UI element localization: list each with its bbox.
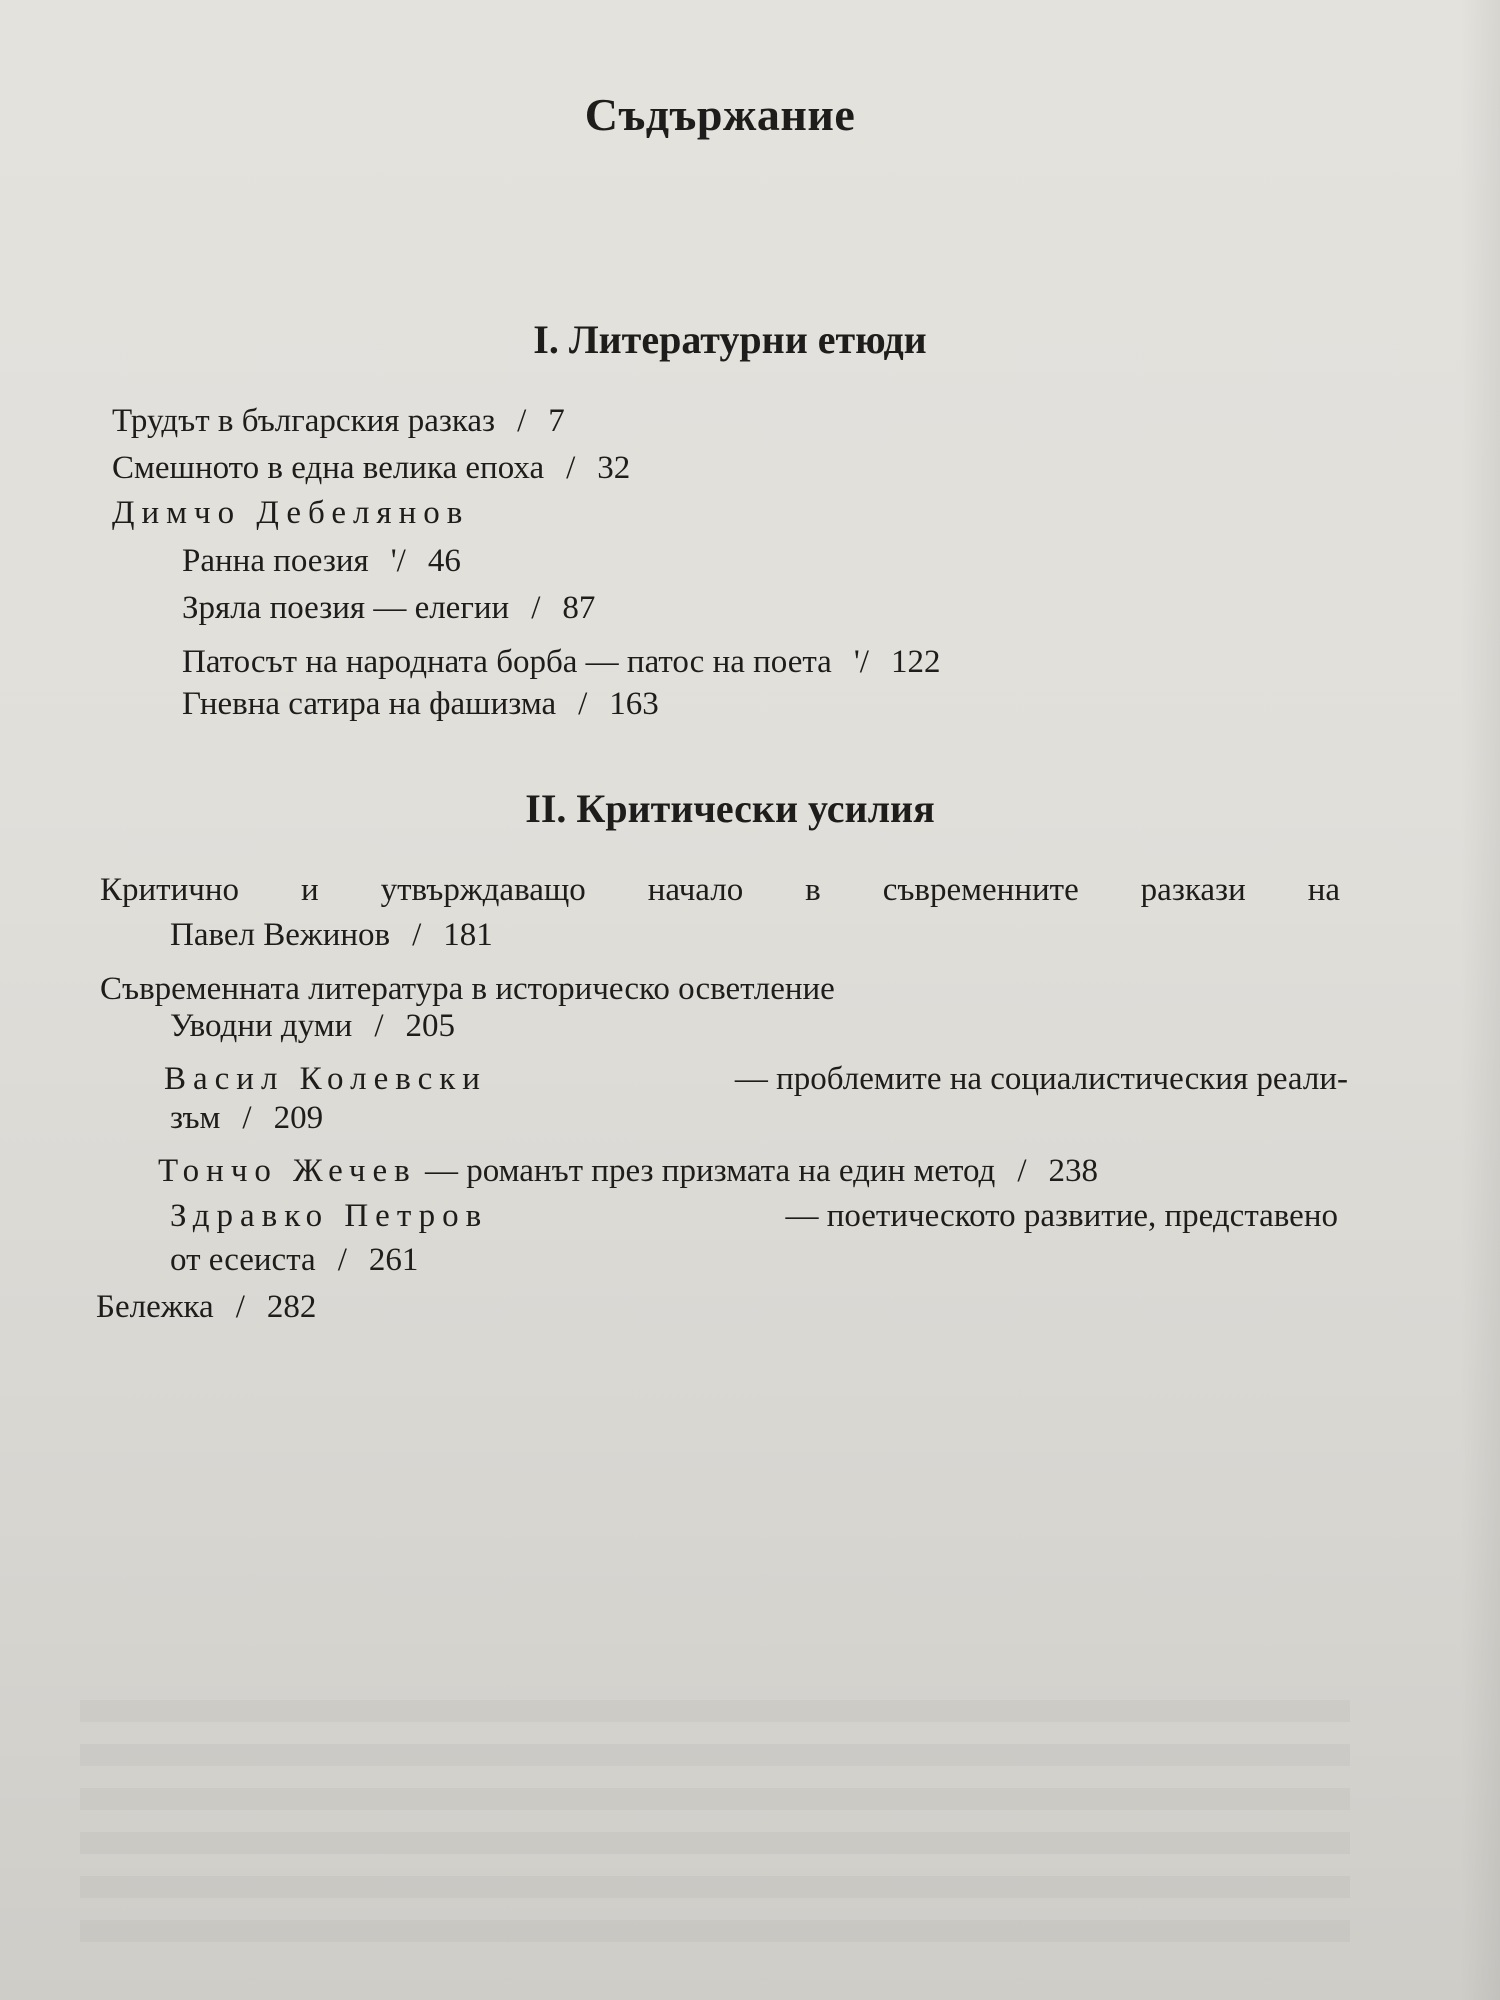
- toc-group-heading: Съвременната литература в историческо осветление: [100, 971, 835, 1007]
- toc-entry-title: — романът през призмата на един метод: [424, 1153, 996, 1189]
- toc-page-number: 87: [562, 590, 596, 626]
- toc-page-number: 122: [890, 644, 941, 680]
- toc-separator: /: [242, 1100, 252, 1136]
- toc-entry-title: — проблемите на социалистическия реали-: [734, 1061, 1348, 1097]
- toc-entry-title: Трудът в българския разказ: [112, 403, 496, 439]
- toc-entry-title: зъм: [170, 1100, 221, 1136]
- toc-page-number: 181: [443, 917, 493, 953]
- toc-page-number: 209: [273, 1100, 324, 1136]
- toc-entry: [164, 1063, 1348, 1096]
- toc-entry-title: Павел Вежинов: [170, 917, 391, 953]
- toc-separator: /: [578, 686, 588, 722]
- toc-entry: [158, 1155, 1098, 1188]
- toc-entry: [170, 1102, 323, 1135]
- page-title: Съдържание: [584, 89, 856, 140]
- toc-entry: [182, 646, 940, 679]
- section-heading-2: II. Критически усилия: [525, 786, 935, 831]
- toc-entry-title: Зряла поезия — елегии: [182, 590, 510, 626]
- show-through-texture: [80, 1700, 1350, 1950]
- toc-separator: /: [374, 1008, 384, 1044]
- toc-page-number: 205: [405, 1008, 455, 1044]
- toc-entry-title: Гневна сатира на фашизма: [182, 686, 557, 722]
- toc-entry: [182, 545, 461, 578]
- toc-page-number: 7: [548, 403, 565, 439]
- toc-page-number: 32: [597, 450, 631, 486]
- toc-group-heading: Димчо Дебелянов: [112, 495, 470, 531]
- toc-page-number: 163: [609, 686, 659, 722]
- toc-entry: [170, 1010, 455, 1043]
- toc-entry-title: Патосът на народната борба — патос на поета: [182, 644, 832, 680]
- toc-separator: '/: [853, 644, 869, 680]
- toc-entry-title: Уводни думи: [170, 1008, 353, 1044]
- toc-entry: [112, 452, 630, 485]
- toc-page-number: 46: [427, 543, 461, 579]
- toc-entry: [182, 688, 659, 721]
- toc-entry-title: Бележка: [96, 1289, 214, 1325]
- toc-entry: [182, 592, 595, 625]
- toc-entry-title: Смешното в една велика епоха: [112, 450, 545, 486]
- toc-separator: /: [517, 403, 527, 439]
- toc-entry: [170, 1244, 418, 1277]
- toc-entry: [112, 405, 565, 438]
- toc-entry: [170, 1200, 1338, 1233]
- toc-entry-author: Васил Колевски: [164, 1061, 487, 1097]
- toc-separator: /: [337, 1242, 347, 1278]
- toc-entry-title: Ранна поезия: [182, 543, 369, 579]
- toc-entry-author: Тончо Жечев: [158, 1153, 417, 1189]
- toc-entry-title: — поетическото развитие, представено: [785, 1198, 1338, 1234]
- toc-separator: /: [566, 450, 576, 486]
- toc-page-number: 282: [266, 1289, 317, 1325]
- toc-separator: /: [235, 1289, 245, 1325]
- toc-separator: /: [1017, 1153, 1027, 1189]
- toc-entry: [96, 1291, 316, 1324]
- toc-page-number: 238: [1048, 1153, 1099, 1189]
- toc-separator: /: [531, 590, 541, 626]
- toc-entry-title: от есеиста: [170, 1242, 316, 1278]
- section-heading-1: I. Литературни етюди: [533, 317, 927, 362]
- toc-page-number: 261: [368, 1242, 419, 1278]
- toc-separator: '/: [390, 543, 406, 579]
- toc-entry-author: Здравко Петров: [170, 1198, 489, 1234]
- toc-entry: [170, 919, 493, 952]
- toc-entry-title: Критично и утвърждаващо начало в съвременните разкази на: [100, 872, 1340, 908]
- toc-separator: /: [412, 917, 422, 953]
